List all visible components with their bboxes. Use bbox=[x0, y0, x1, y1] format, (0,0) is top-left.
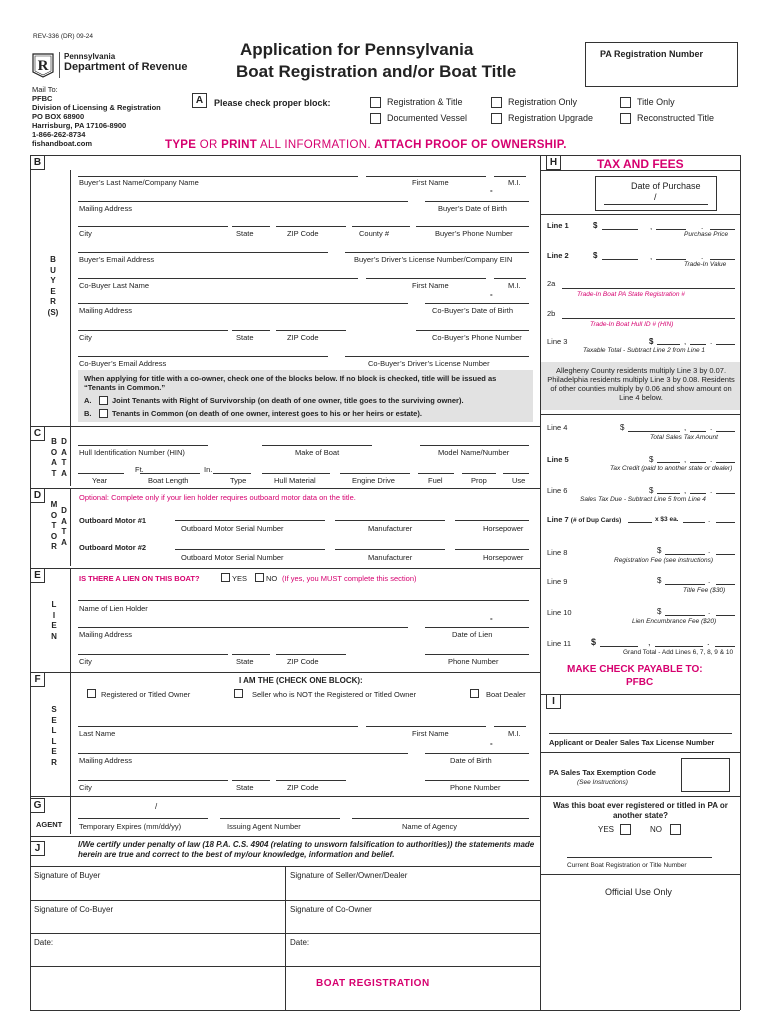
line10-label: Line 10 bbox=[547, 608, 572, 617]
first-name-label: First Name bbox=[412, 178, 449, 187]
buyer-phone-label: Buyer’s Phone Number bbox=[435, 229, 513, 238]
lien-yes-label: YES bbox=[232, 574, 248, 583]
cobuyer-last-label: Co-Buyer Last Name bbox=[79, 281, 150, 290]
hin-label: Hull Identification Number (HIN) bbox=[79, 448, 185, 457]
cobuyer-dob-label: Co-Buyer’s Date of Birth bbox=[432, 306, 514, 315]
line2-label: Line 2 bbox=[547, 251, 569, 260]
agency-dept: Department of Revenue bbox=[64, 61, 188, 73]
buyer-last-name-label: Buyer’s Last Name/Company Name bbox=[79, 178, 199, 187]
pa-logo-icon bbox=[31, 52, 55, 78]
year-label: Year bbox=[92, 476, 108, 485]
line9-label: Line 9 bbox=[547, 577, 568, 586]
form-code: REV-336 (DR) 09-24 bbox=[33, 33, 93, 40]
motor2-manufacturer-label: Manufacturer bbox=[368, 553, 413, 562]
lien-no-label: NO bbox=[266, 574, 278, 583]
tax-fees-title: TAX AND FEES bbox=[597, 157, 684, 171]
line4-label: Line 4 bbox=[547, 423, 568, 432]
section-f-letter: F bbox=[30, 672, 45, 687]
ft-label: Ft. bbox=[135, 465, 144, 474]
registered-question: Was this boat ever registered or titled in PA or another state? bbox=[553, 801, 728, 820]
make-check-payable: MAKE CHECK PAYABLE TO: bbox=[567, 664, 703, 675]
section-e-letter: E bbox=[30, 568, 45, 583]
issuing-agent-label: Issuing Agent Number bbox=[227, 822, 301, 831]
cobuyer-mi-label: M.I. bbox=[508, 281, 521, 290]
type-label: Type bbox=[230, 476, 247, 485]
line4-desc: Total Sales Tax Amount bbox=[650, 434, 718, 441]
section-d-letter: D bbox=[30, 488, 45, 503]
motor-data-side-label: D A T A bbox=[61, 506, 67, 547]
signature-cobuyer-label: Signature of Co-Buyer bbox=[34, 905, 114, 914]
signature-buyer-label: Signature of Buyer bbox=[34, 871, 101, 880]
buyers-side-label: B U Y E R (S) bbox=[47, 255, 59, 317]
line11-desc: Grand Total - Add Lines 6, 7, 8, 9 & 10 bbox=[623, 649, 734, 656]
line2b-label: 2b bbox=[547, 309, 556, 318]
section-b-letter: B bbox=[30, 155, 45, 170]
line1-label: Line 1 bbox=[547, 221, 569, 230]
cobuyer-city-label: City bbox=[79, 333, 92, 342]
page-title-line2: Boat Registration and/or Boat Title bbox=[236, 62, 517, 81]
cobuyer-first-label: First Name bbox=[412, 281, 449, 290]
checkbox-boat-dealer[interactable] bbox=[470, 689, 479, 698]
checkbox-seller-not-owner[interactable] bbox=[234, 689, 243, 698]
lien-city-label: City bbox=[79, 657, 92, 666]
section-a-prompt: Please check proper block: bbox=[214, 98, 331, 108]
line2-desc: Trade-In Value bbox=[684, 261, 727, 268]
seller-state-label: State bbox=[236, 783, 254, 792]
date2-label: Date: bbox=[290, 938, 310, 947]
tax-exemption-code-field[interactable] bbox=[681, 758, 730, 792]
motor1-serial-label: Outboard Motor Serial Number bbox=[181, 524, 284, 533]
city-label: City bbox=[79, 229, 92, 238]
tax-exemption-see: (See Instructions) bbox=[577, 779, 628, 786]
model-label: Model Name/Number bbox=[438, 448, 510, 457]
svg-text:R: R bbox=[37, 58, 49, 74]
mailing-address-label: Mailing Address bbox=[79, 204, 132, 213]
checkbox-joint-tenants[interactable] bbox=[99, 396, 108, 405]
fuel-label: Fuel bbox=[428, 476, 443, 485]
seller-heading: I AM THE (CHECK ONE BLOCK): bbox=[239, 676, 363, 685]
option-documented-vessel: Documented Vessel bbox=[387, 113, 468, 123]
agent-label: AGENT bbox=[36, 820, 63, 829]
lien-zip-label: ZIP Code bbox=[287, 657, 319, 666]
seller-first-label: First Name bbox=[412, 729, 449, 738]
line7-row: Line 7 (# of Dup Cards) bbox=[547, 515, 622, 524]
option-registration-only: Registration Only bbox=[508, 97, 578, 107]
in-label: In. bbox=[204, 465, 213, 474]
motor-side-label: M O T O R bbox=[50, 500, 58, 551]
state-label: State bbox=[236, 229, 254, 238]
length-label: Boat Length bbox=[148, 476, 189, 485]
checkbox-registration-only[interactable] bbox=[491, 97, 502, 108]
seller-zip-label: ZIP Code bbox=[287, 783, 319, 792]
section-j-letter: J bbox=[30, 841, 45, 856]
lien-note: (If yes, you MUST complete this section) bbox=[282, 574, 417, 583]
line3-desc: Taxable Total - Subtract Line 2 from Line 1 bbox=[583, 347, 706, 354]
motor1-label: Outboard Motor #1 bbox=[79, 516, 147, 525]
seller-mailing-label: Mailing Address bbox=[79, 756, 132, 765]
checkbox-registered-owner[interactable] bbox=[87, 689, 96, 698]
zip-label: ZIP Code bbox=[287, 229, 319, 238]
option-registration-title: Registration & Title bbox=[387, 97, 463, 107]
checkbox-registration-title[interactable] bbox=[370, 97, 381, 108]
page-title-line1: Application for Pennsylvania bbox=[240, 40, 474, 59]
date-of-purchase-field[interactable]: Date of Purchase / bbox=[595, 176, 717, 211]
use-label: Use bbox=[512, 476, 526, 485]
line2b-desc: Trade-In Boat Hull ID # (HIN) bbox=[590, 321, 674, 328]
motor1-hp-label: Horsepower bbox=[483, 524, 524, 533]
seller-last-label: Last Name bbox=[79, 729, 116, 738]
lien-side-label: L I E N bbox=[51, 600, 57, 641]
option-title-only: Title Only bbox=[637, 97, 675, 107]
checkbox-lien-yes[interactable] bbox=[221, 573, 230, 582]
line8-desc: Registration Fee (see instructions) bbox=[614, 557, 713, 564]
line2a-label: 2a bbox=[547, 279, 556, 288]
date-purchase-label: Date of Purchase bbox=[631, 181, 701, 191]
opt-boat-dealer: Boat Dealer bbox=[486, 690, 526, 699]
cobuyer-state-label: State bbox=[236, 333, 254, 342]
section-c-letter: C bbox=[30, 426, 45, 441]
line5-label: Line 5 bbox=[547, 455, 569, 464]
signature-coowner-label: Signature of Co-Owner bbox=[290, 905, 372, 914]
motor-note: Optional: Complete only if your lien holder requires outboard motor data on the title. bbox=[79, 493, 356, 502]
buyer-dl-label: Buyer’s Driver’s License Number/Company EIN bbox=[354, 255, 513, 264]
line10-desc: Lien Encumbrance Fee ($20) bbox=[632, 618, 717, 625]
agency-name-label: Name of Agency bbox=[402, 822, 458, 831]
checkbox-tenants-common[interactable] bbox=[99, 409, 108, 418]
motor1-manufacturer-label: Manufacturer bbox=[368, 524, 413, 533]
boat-side-label: B O A T bbox=[50, 437, 58, 478]
checkbox-documented-vessel[interactable] bbox=[370, 113, 381, 124]
lien-date-label: Date of Lien bbox=[452, 630, 493, 639]
line1-desc: Purchase Price bbox=[684, 231, 729, 238]
data-side-label: D A T A bbox=[61, 437, 67, 478]
make-check-pfbc: PFBC bbox=[626, 677, 654, 688]
checkbox-reconstructed-title[interactable] bbox=[620, 113, 631, 124]
seller-dob-label: Date of Birth bbox=[450, 756, 492, 765]
lien-phone-label: Phone Number bbox=[448, 657, 499, 666]
checkbox-title-only[interactable] bbox=[620, 97, 631, 108]
checkbox-registration-upgrade[interactable] bbox=[491, 113, 502, 124]
motor2-label: Outboard Motor #2 bbox=[79, 543, 147, 552]
line9-desc: Title Fee ($30) bbox=[683, 587, 726, 594]
option-joint-tenants: Joint Tenants with Right of Survivorship (on death of one owner, title goes to the surviving owner). bbox=[112, 396, 464, 405]
agency-state: Pennsylvania bbox=[64, 52, 116, 61]
section-i-letter: I bbox=[546, 694, 561, 709]
line6-label: Line 6 bbox=[547, 486, 568, 495]
mail-to-block: Mail To: PFBC Division of Licensing & Registration PO BOX 68900 Harrisburg, PA 17106-8900 1-866-262-8734 fishandboat.com bbox=[32, 85, 161, 148]
seller-phone-label: Phone Number bbox=[450, 783, 501, 792]
pa-registration-number-field[interactable] bbox=[585, 42, 738, 87]
seller-mi-label: M.I. bbox=[508, 729, 521, 738]
motor2-serial-label: Outboard Motor Serial Number bbox=[181, 553, 284, 562]
make-label: Make of Boat bbox=[295, 448, 340, 457]
lien-state-label: State bbox=[236, 657, 254, 666]
registered-no-label: NO bbox=[650, 825, 662, 834]
cobuyer-dl-label: Co-Buyer’s Driver’s License Number bbox=[368, 359, 490, 368]
cobuyer-zip-label: ZIP Code bbox=[287, 333, 319, 342]
registered-yes-label: YES bbox=[598, 825, 615, 834]
seller-side-label: S E L L E R bbox=[51, 705, 57, 767]
prop-label: Prop bbox=[471, 476, 487, 485]
section-h-letter: H bbox=[546, 155, 561, 170]
buyer-email-label: Buyer’s Email Address bbox=[79, 255, 155, 264]
official-use-only: Official Use Only bbox=[605, 887, 672, 897]
engine-label: Engine Drive bbox=[352, 476, 395, 485]
checkbox-registered-no[interactable] bbox=[670, 824, 681, 835]
line2a-desc: Trade-In Boat PA State Registration # bbox=[577, 291, 685, 298]
line7-x: x $3 ea. bbox=[655, 516, 679, 523]
tax-exemption-label: PA Sales Tax Exemption Code bbox=[549, 768, 656, 777]
option-b-letter: B. bbox=[84, 409, 92, 418]
sales-tax-license-label: Applicant or Dealer Sales Tax License Number bbox=[549, 738, 715, 747]
checkbox-registered-yes[interactable] bbox=[620, 824, 631, 835]
checkbox-lien-no[interactable] bbox=[255, 573, 264, 582]
line11-label: Line 11 bbox=[547, 639, 572, 648]
county-label: County # bbox=[359, 229, 390, 238]
seller-city-label: City bbox=[79, 783, 92, 792]
footer-boat-registration: BOAT REGISTRATION bbox=[316, 978, 430, 989]
lien-holder-label: Name of Lien Holder bbox=[79, 604, 148, 613]
line8-label: Line 8 bbox=[547, 548, 568, 557]
option-registration-upgrade: Registration Upgrade bbox=[508, 113, 594, 123]
signature-seller-label: Signature of Seller/Owner/Dealer bbox=[290, 871, 408, 880]
cobuyer-email-label: Co-Buyer’s Email Address bbox=[79, 359, 167, 368]
line3-label: Line 3 bbox=[547, 337, 568, 346]
certification-text: I/We certify under penalty of law (18 P.A. C.S. 4904 (relating to unsworn falsification to authorities)) the statements made herein are true and correct to the best of my/our knowledge, information and belief. bbox=[78, 840, 535, 859]
line5-desc: Tax Credit (paid to another state or dealer) bbox=[610, 465, 733, 472]
lien-mailing-label: Mailing Address bbox=[79, 630, 132, 639]
opt-registered-owner: Registered or Titled Owner bbox=[101, 690, 191, 699]
coowner-note: When applying for title with a co-owner, check one of the blocks below. If no block is checked, title will be issued as “Tenants in Common.” bbox=[84, 374, 497, 392]
current-registration-label: Current Boat Registration or Title Number bbox=[567, 862, 687, 869]
tax-rate-note: Allegheny County residents multiply Line 3 by 0.07. Philadelphia residents multiply Line 3 by 0.08. Residents of other counties multiply by 0.06 and show amount on Line 4 below. bbox=[547, 366, 735, 402]
date1-label: Date: bbox=[34, 938, 54, 947]
pa-registration-number-label: PA Registration Number bbox=[600, 49, 704, 59]
line6-desc: Sales Tax Due - Subtract Line 5 from Line 4 bbox=[580, 496, 706, 503]
mi-label: M.I. bbox=[508, 178, 521, 187]
section-a-letter: A bbox=[192, 93, 207, 108]
hull-label: Hull Material bbox=[274, 476, 316, 485]
instruction-line: TYPE OR PRINT ALL INFORMATION. ATTACH PROOF OF OWNERSHIP. bbox=[165, 139, 567, 151]
option-reconstructed-title: Reconstructed Title bbox=[637, 113, 715, 123]
cobuyer-mailing-label: Mailing Address bbox=[79, 306, 132, 315]
motor2-hp-label: Horsepower bbox=[483, 553, 524, 562]
option-a-letter: A. bbox=[84, 396, 92, 405]
lien-question: IS THERE A LIEN ON THIS BOAT? bbox=[79, 574, 200, 583]
option-tenants-common: Tenants in Common (on death of one owner, interest goes to his or her heirs or estate). bbox=[112, 409, 422, 418]
temp-expires-label: Temporary Expires (mm/dd/yy) bbox=[79, 822, 182, 831]
buyer-dob-label: Buyer’s Date of Birth bbox=[438, 204, 507, 213]
cobuyer-phone-label: Co-Buyer’s Phone Number bbox=[432, 333, 522, 342]
opt-seller-not-owner: Seller who is NOT the Registered or Titled Owner bbox=[252, 690, 417, 699]
section-g-letter: G bbox=[30, 798, 45, 813]
